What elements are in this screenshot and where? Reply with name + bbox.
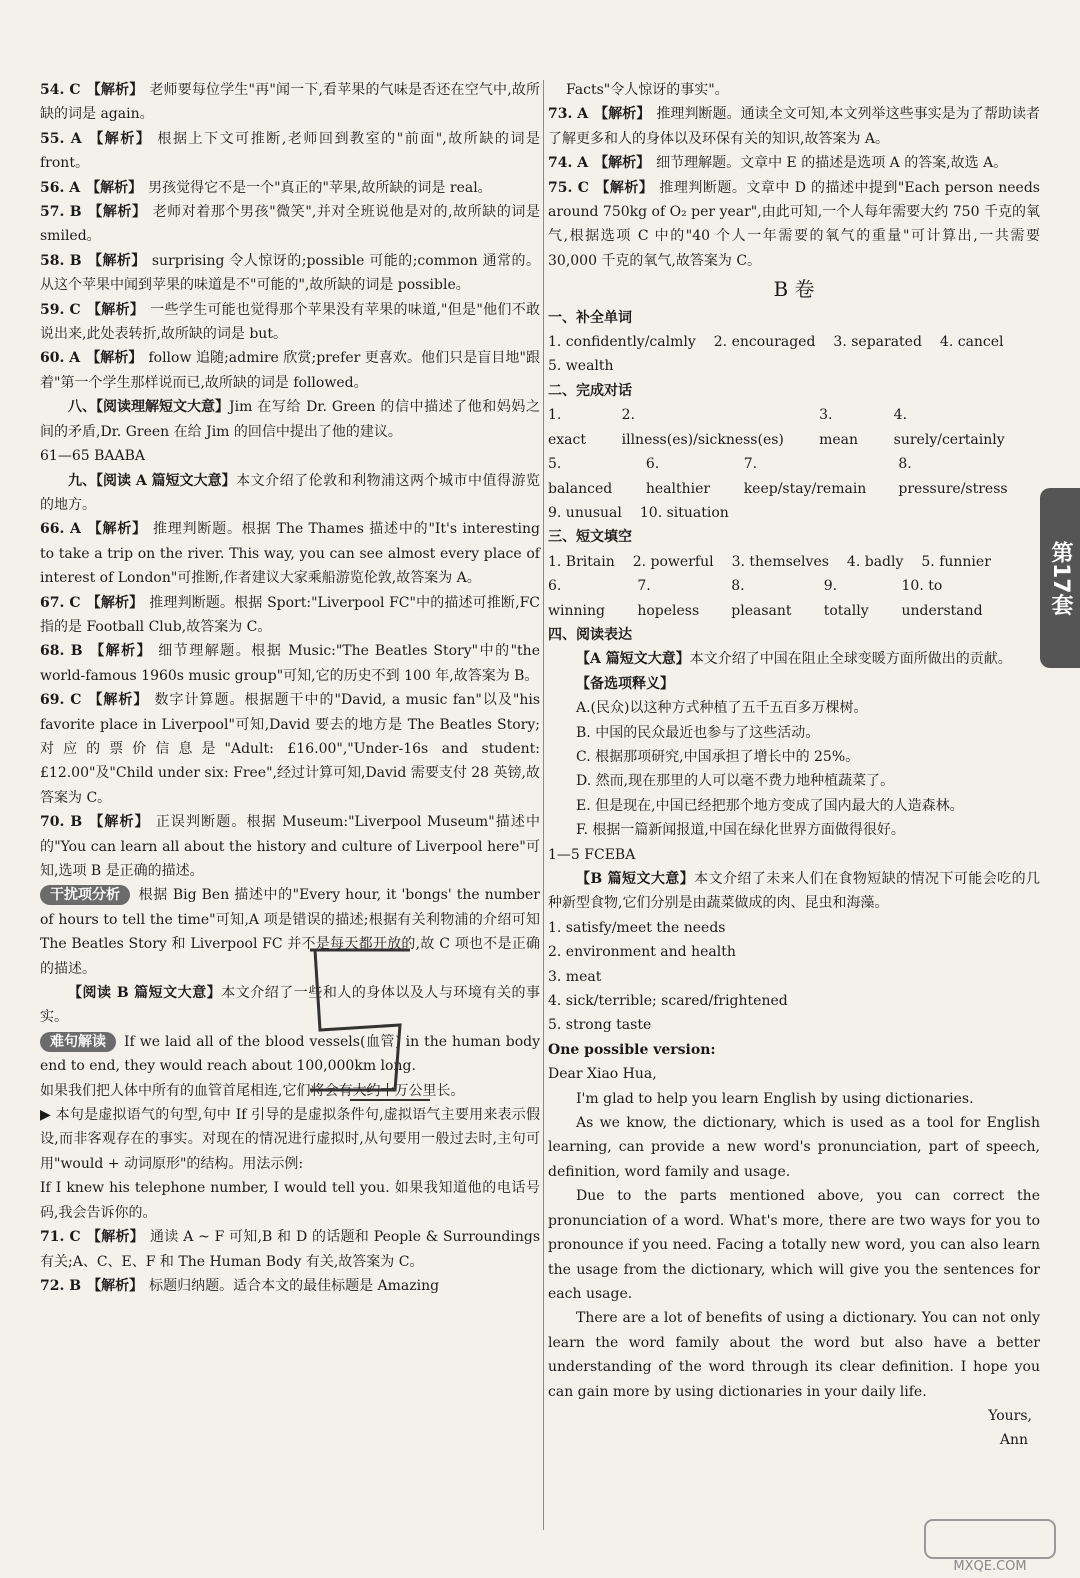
analysis-tag: 【解析】 xyxy=(87,692,149,709)
hard-sentence-label: 难句解读 xyxy=(40,1032,116,1052)
fill-answer: 9. unusual xyxy=(548,504,622,521)
interference-label: 干扰项分析 xyxy=(40,885,130,905)
analysis-tag: 【解析】 xyxy=(594,106,651,123)
analysis-tag: 【解析】 xyxy=(87,1277,144,1294)
reading-expression-answer: 4. sick/terrible; scared/frightened xyxy=(548,993,788,1010)
answer-key: 68. B xyxy=(40,643,83,660)
section-9: 九、【阅读 A 篇短文大意】本文介绍了伦敦和利物浦这两个城市中值得游览的地方。 xyxy=(40,472,540,513)
fill-answer: 4. badly xyxy=(846,553,904,570)
hard-sentence-translation: 如果我们把人体中所有的血管首尾相连,它们将会有大约十万公里长。 xyxy=(40,1082,465,1099)
section-1-head: 一、补全单词 xyxy=(548,309,632,326)
answer-key: 73. A xyxy=(548,106,589,123)
answer-item-60 xyxy=(40,346,540,395)
fill-answer: 5. wealth xyxy=(548,358,614,375)
section-2-row-1 xyxy=(548,403,1040,452)
passage-a-summary: 【A 篇短文大意】本文介绍了中国在阻止全球变暖方面所做出的贡献。 xyxy=(576,651,1012,668)
fill-answer: 2. illness(es)/sickness(es) xyxy=(621,407,784,448)
fill-answer: 7. hopeless xyxy=(637,578,700,619)
hard-sentence-note: ▶ 本句是虚拟语气的句型,句中 If 引导的是虚拟条件句,虚拟语气主要用来表示假设,而非客观存在的事实。对现在的情况进行虚拟时,从句要用一般过去时,主句可用"would + 动词原形"的结构。用法示例: xyxy=(40,1107,540,1172)
option-explanation: F. 根据一篇新闻报道,中国在绿化世界方面做得很好。 xyxy=(576,822,905,839)
analysis-text: surprising 令人惊讶的;possible 可能的;common 通常的。从这个苹果中闻到苹果的味道是不"可能的",故所缺的词是 possible。 xyxy=(40,252,540,294)
fill-answer: 6. winning xyxy=(548,578,605,619)
fill-answer: 1. exact xyxy=(548,407,586,448)
letter-paragraph: As we know, the dictionary, which is used as a tool for English learning, can provide a new word's pronunciation, part of speech, definition, word family and usage. xyxy=(548,1115,1040,1180)
answer-key: 59. C xyxy=(40,301,81,318)
analysis-text: 数字计算题。根据题干中的"David, a music fan"以及"his favorite place in Liverpool"可知,David 要去的地方是 The Beatles Story;对应的票价信息是"Adult: £16.00","Under-16s and student: £12.00"及"Child under six: Free",经过计算可知,David 需要支付 28 英镑,故答案为 C。 xyxy=(40,692,541,806)
analysis-tag: 【解析】 xyxy=(86,82,144,98)
left-column xyxy=(40,78,540,1298)
fill-answer: 4. cancel xyxy=(939,334,1004,351)
answer-key: 57. B xyxy=(40,204,82,221)
section-3-row-2 xyxy=(548,574,1040,623)
analysis-tag: 【解析】 xyxy=(594,155,651,172)
analysis-tag: 【解析】 xyxy=(86,179,143,196)
analysis-text: 细节理解题。根据 Music:"The Beatles Story"中的"the world-famous 1960s music group"可知,它的历史不到 100 年,故答案为 B。 xyxy=(40,643,540,684)
fill-answer: 6. healthier xyxy=(645,456,711,497)
analysis-text: 男孩觉得它不是一个"真正的"苹果,故所缺的词是 real。 xyxy=(148,179,492,196)
answer-key: 67. C xyxy=(40,594,81,611)
answer-key: 74. A xyxy=(548,155,589,172)
analysis-tag: 【解析】 xyxy=(86,1229,145,1246)
fill-answer: 10. situation xyxy=(639,504,729,521)
answer-item-58 xyxy=(40,249,540,298)
site-logo xyxy=(920,1515,1060,1575)
answer-item-70 xyxy=(40,810,540,883)
answer-key: 75. C xyxy=(548,179,589,196)
reading-expression-answer: 1. satisfy/meet the needs xyxy=(548,919,726,936)
analysis-text: 细节理解题。文章中 E 的描述是选项 A 的答案,故选 A。 xyxy=(656,155,1008,172)
section-4-head: 四、阅读表达 xyxy=(548,626,632,643)
answer-key: 55. A xyxy=(40,130,82,147)
answer-key: 60. A xyxy=(40,350,81,367)
right-column xyxy=(548,78,1040,1453)
letter-head: One possible version: xyxy=(548,1041,716,1058)
fill-answer: 3. themselves xyxy=(731,553,829,570)
answer-item-68 xyxy=(40,639,540,688)
letter-greeting: Dear Xiao Hua, xyxy=(548,1066,657,1083)
continued-text: Facts"令人惊讶的事实"。 xyxy=(566,82,729,98)
analysis-tag: 【解析】 xyxy=(87,204,147,221)
answer-key: 56. A xyxy=(40,179,81,196)
fill-answer: 2. encouraged xyxy=(713,334,816,351)
fill-answer: 5. funnier xyxy=(921,553,991,570)
section-1-row-1 xyxy=(548,330,1040,354)
analysis-text: 标题归纳题。适合本文的最佳标题是 Amazing xyxy=(149,1277,440,1294)
section-8: 八、【阅读理解短文大意】Jim 在写给 Dr. Green 的信中描述了他和妈妈之间的矛盾,Dr. Green 在给 Jim 的回信中提出了他的建议。 xyxy=(40,399,540,440)
reading-expression-answer: 3. meat xyxy=(548,968,602,985)
answer-item-67 xyxy=(40,591,540,640)
fill-answer: 4. surely/certainly xyxy=(893,407,1005,448)
analysis-tag: 【解析】 xyxy=(594,179,654,196)
answer-key: 71. C xyxy=(40,1229,81,1246)
analysis-text: 推理判断题。文章中 D 的描述中提到"Each person needs around 750kg of O₂ per year",由此可知,一个人每年需要大约 750 千克的氧气,根据选项 C 中的"40 个人一年需要的氧气的重量"可计算出,一共需要 30,000 千克的氧气,故答案为 C。 xyxy=(548,179,1040,269)
letter-paragraph: There are a lot of benefits of using a dictionary. You can not only learn the word family about the word but also have a better understanding of the word through its clear definition. I hope you can gain more by using dictionaries in your daily life. xyxy=(548,1310,1040,1400)
letter-signature: Ann xyxy=(999,1432,1028,1449)
answer-key: 54. C xyxy=(40,82,81,98)
answer-item-59 xyxy=(40,298,540,347)
answer-item-72 xyxy=(40,1274,540,1298)
section-1-row-2 xyxy=(548,354,1040,378)
hard-sentence-example: If I knew his telephone number, I would tell you. 如果我知道他的电话号码,我会告诉你的。 xyxy=(40,1180,540,1221)
answer-key: 69. C xyxy=(40,692,82,709)
answer-key: 66. A xyxy=(40,521,81,538)
option-explanation: D. 然而,现在那里的人可以毫不费力地种植蔬菜了。 xyxy=(576,773,895,790)
section-3-row-1 xyxy=(548,550,1040,574)
answer-key: 58. B xyxy=(40,252,82,269)
fill-answer: 1. Britain xyxy=(548,553,615,570)
analysis-text: 推理判断题。根据 The Thames 描述中的"It's interesting to take a trip on the river. This way, you can see almost every place of interest of London"可推断,作者建议大家乘船游览伦敦,故答案为 A。 xyxy=(40,521,540,587)
analysis-text: 老师对着那个男孩"微笑",并对全班说他是对的,故所缺的词是 smiled。 xyxy=(40,204,541,245)
answer-item-71 xyxy=(40,1225,540,1274)
answer-item-57 xyxy=(40,200,540,249)
answer-item-56 xyxy=(40,176,540,200)
answers-61-65: 61—65 BAABA xyxy=(40,448,145,465)
section-2-row-2 xyxy=(548,452,1040,501)
fill-answer: 3. mean xyxy=(819,407,859,448)
section-3-head: 三、短文填空 xyxy=(548,529,632,546)
column-divider xyxy=(543,80,544,1530)
option-explanation: B. 中国的民众最近也参与了这些活动。 xyxy=(576,724,820,741)
answer-key: 70. B xyxy=(40,814,83,831)
analysis-text: 推理判断题。根据 Sport:"Liverpool FC"中的描述可推断,FC 指的是 Football Club,故答案为 C。 xyxy=(40,594,541,635)
analysis-text: 通读 A ~ F 可知,B 和 D 的话题和 People & Surroundings 有关;A、C、E、F 和 The Human Body 有关,故答案为 C。 xyxy=(40,1229,540,1270)
letter-closing: Yours, xyxy=(988,1407,1032,1424)
analysis-tag: 【解析】 xyxy=(87,252,146,269)
fill-answer: 9. totally xyxy=(823,578,869,619)
analysis-tag: 【解析】 xyxy=(86,521,147,538)
answer-item-75 xyxy=(548,176,1040,274)
fill-answer: 10. to understand xyxy=(901,578,983,619)
answer-key: 72. B xyxy=(40,1277,82,1294)
option-explanation: A.(民众)以这种方式种植了五千五百多万棵树。 xyxy=(576,700,868,717)
analysis-text: 正误判断题。根据 Museum:"Liverpool Museum"描述中的"You can learn all about the history and culture of Liverpool here"可知,选项 B 是正确的描述。 xyxy=(40,814,540,879)
analysis-tag: 【解析】 xyxy=(87,130,152,147)
analysis-text: 一些学生可能也觉得那个苹果没有苹果的味道,"但是"他们不敢说出来,此处表转折,故所缺的词是 but。 xyxy=(40,301,541,343)
answer-item-55 xyxy=(40,127,540,176)
analysis-text: 推理判断题。通读全文可知,本文列举这些事实是为了帮助读者了解更多和人的身体以及环保有关的知识,故答案为 A。 xyxy=(548,106,1041,147)
fill-answer: 5. balanced xyxy=(548,456,613,497)
analysis-text: 老师要每位学生"再"闻一下,看苹果的气味是否还在空气中,故所缺的词是 again。 xyxy=(40,82,541,123)
fill-answer: 8. pressure/stress xyxy=(898,456,1008,497)
hard-sentence: 难句解读 If we laid all of the blood vessels(血管) in the human body end to end, they would reach about 100,000km long. xyxy=(40,1033,540,1075)
reading-expression-answer: 2. environment and health xyxy=(548,944,736,961)
answer-item-74 xyxy=(548,151,1040,175)
section-2-head: 二、完成对话 xyxy=(548,382,632,399)
paper-b-title: B 卷 xyxy=(773,277,815,302)
analysis-tag: 【解析】 xyxy=(88,814,150,831)
letter-paragraph: Due to the parts mentioned above, you can correct the pronunciation of a word. What's more, there are two ways for you to pronounce if you need. Facing a totally new word, you can also learn the usage from the dictionary, which will give you the sentences for each usage. xyxy=(548,1188,1040,1302)
option-explanation: E. 但是现在,中国已经把那个地方变成了国内最大的人造森林。 xyxy=(576,797,964,814)
reading-expression-answer: 5. strong taste xyxy=(548,1017,652,1034)
analysis-text: follow 追随;admire 欣赏;prefer 更喜欢。他们只是盲目地"跟着"第一个学生那样说而已,故所缺的词是 followed。 xyxy=(40,350,540,391)
fill-answer: 8. pleasant xyxy=(731,578,792,619)
options-head: 【备选项释义】 xyxy=(576,675,674,692)
analysis-tag: 【解析】 xyxy=(86,350,143,367)
reading-b-summary: 【阅读 B 篇短文大意】本文介绍了一些和人的身体以及人与环境有关的事实。 xyxy=(40,985,540,1026)
fill-answer: 1. confidently/calmly xyxy=(548,334,696,351)
analysis-tag: 【解析】 xyxy=(88,643,153,660)
fill-answer: 3. separated xyxy=(833,334,922,351)
fill-answer: 2. powerful xyxy=(632,553,714,570)
svg-text:MXQE.COM: MXQE.COM xyxy=(953,1559,1027,1574)
analysis-text: 根据上下文可推断,老师回到教室的"前面",故所缺的词是 front。 xyxy=(40,130,541,172)
interference-analysis: 干扰项分析 根据 Big Ben 描述中的"Every hour, it 'bongs' the number of hours to tell the time"可知,A 项是错误的描述;根据有关利物浦的介绍可知 The Beatles Story 和 Liverpool FC 并不是每天都开放的,故 C 项也不是正确的描述。 xyxy=(40,887,540,977)
answers-1-5: 1—5 FCEBA xyxy=(548,846,636,863)
letter-paragraph: I'm glad to help you learn English by using dictionaries. xyxy=(576,1090,974,1107)
analysis-tag: 【解析】 xyxy=(86,301,145,318)
analysis-tag: 【解析】 xyxy=(86,594,144,611)
section-2-row-3 xyxy=(548,501,1040,525)
passage-b-summary: 【B 篇短文大意】本文介绍了未来人们在食物短缺的情况下可能会吃的几种新型食物,它们分别是由蔬菜做成的肉、昆虫和海藻。 xyxy=(548,871,1040,912)
set-number-tab: 第17套 xyxy=(1040,488,1080,668)
answer-item-66 xyxy=(40,517,540,590)
fill-answer: 7. keep/stay/remain xyxy=(743,456,867,497)
answer-item-69 xyxy=(40,688,540,810)
answer-item-54 xyxy=(40,78,540,127)
answer-item-73 xyxy=(548,102,1040,151)
option-explanation: C. 根据那项研究,中国承担了增长中的 25%。 xyxy=(576,748,860,765)
